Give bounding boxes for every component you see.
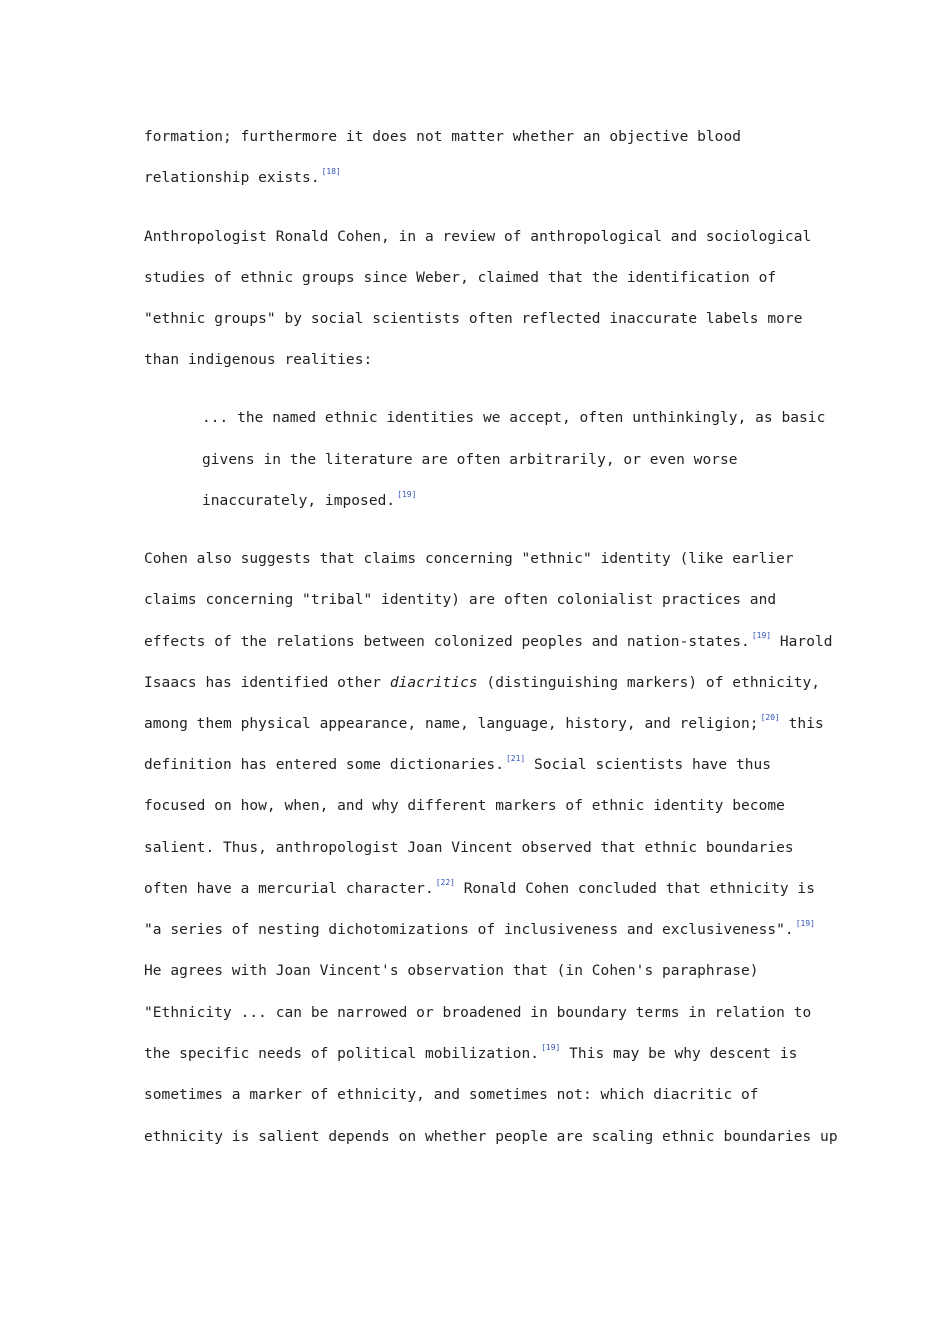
text-line: among them physical appearance, name, language, history, and religion; [20] this xyxy=(144,713,824,732)
text-line: effects of the relations between colonized peoples and nation-states. [19] Harold xyxy=(144,631,833,650)
footnote-ref-link[interactable]: [19] xyxy=(397,490,417,499)
footnote-ref-link[interactable]: [20] xyxy=(760,713,780,722)
footnote-ref-link[interactable]: [22] xyxy=(435,878,455,887)
text-line: claims concerning "tribal" identity) are often colonialist practices and xyxy=(144,592,777,608)
text-line: than indigenous realities: xyxy=(144,352,373,368)
text-line: ethnicity is salient depends on whether people are scaling ethnic boundaries up xyxy=(144,1129,838,1145)
text-line: salient. Thus, anthropologist Joan Vincent observed that ethnic boundaries xyxy=(144,840,794,856)
text-line: Isaacs has identified other diacritics (distinguishing markers) of ethnicity, xyxy=(144,675,821,691)
text-line: Anthropologist Ronald Cohen, in a review of anthropological and sociological xyxy=(144,229,812,245)
footnote-ref-link[interactable]: [21] xyxy=(505,754,526,763)
text-line: Cohen also suggests that claims concerning "ethnic" identity (like earlier xyxy=(144,551,794,567)
footnote-ref-link[interactable]: [18] xyxy=(321,167,341,176)
text-line: relationship exists. [18] xyxy=(144,167,341,186)
text-line: He agrees with Joan Vincent's observation that (in Cohen's paraphrase) xyxy=(144,963,759,979)
footnote-ref-link[interactable]: [19] xyxy=(751,631,772,640)
text-line: focused on how, when, and why different markers of ethnic identity become xyxy=(144,798,785,814)
text-line: "Ethnicity ... can be narrowed or broadened in boundary terms in relation to xyxy=(144,1005,812,1021)
emphasized-term: diacritics xyxy=(389,675,478,691)
text-line: the specific needs of political mobilization. [19] This may be why descent is xyxy=(144,1043,798,1062)
text-line: studies of ethnic groups since Weber, claimed that the identification of xyxy=(144,270,777,286)
text-line: often have a mercurial character. [22] Ronald Cohen concluded that ethnicity is xyxy=(144,878,815,897)
quote-line: ... the named ethnic identities we accept, often unthinkingly, as basic xyxy=(202,410,826,426)
footnote-ref-link[interactable]: [19] xyxy=(541,1043,561,1052)
text-line: "ethnic groups" by social scientists often reflected inaccurate labels more xyxy=(144,311,803,327)
text-line: formation; furthermore it does not matter whether an objective blood xyxy=(144,129,742,145)
footnote-ref-link[interactable]: [19] xyxy=(795,919,815,928)
quote-line: inaccurately, imposed. [19] xyxy=(202,490,417,509)
text-line: sometimes a marker of ethnicity, and sometimes not: which diacritic of xyxy=(144,1087,759,1103)
text-line: "a series of nesting dichotomizations of inclusiveness and exclusiveness". [19] xyxy=(144,919,815,938)
text-line: definition has entered some dictionaries. [21] Social scientists have thus xyxy=(144,754,772,773)
quote-line: givens in the literature are often arbitrarily, or even worse xyxy=(202,452,738,468)
